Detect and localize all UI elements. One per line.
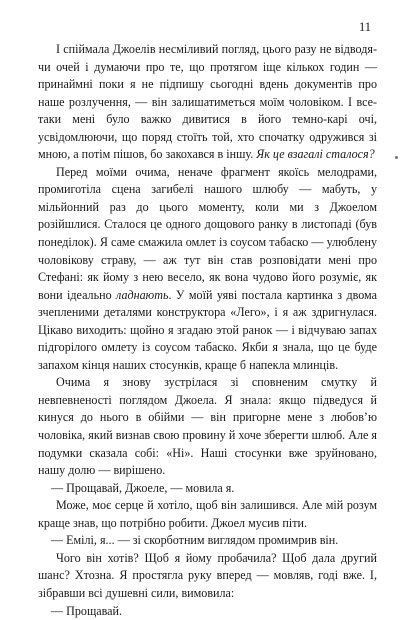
paragraph: [38, 164, 377, 375]
margin-dot: [395, 156, 398, 159]
paragraph: [38, 480, 377, 498]
page-number: 11: [359, 20, 371, 35]
paragraph: [38, 603, 377, 620]
text-segment: . У моїй уяві постала картинка з двома зчепленими деталями конструктора «Лего», і я аж здригнулася. Цікаво виходить: щойно я згадаю этой ранок — і відчуваю запах підгорілого омлету із соусом табаско. Якби я знала, що це буде запахом кінця наших стосунків, краще б напекла млинців.: [38, 288, 377, 372]
italic-text: Як це взагалі сталося?: [256, 147, 374, 161]
paragraph: [38, 532, 377, 550]
text-segment: — Емілі, я... — зі скорботним виглядом промимрив він.: [51, 533, 338, 547]
text-segment: Перед моїми очима, неначе фрагмент якоїсь мелодрами, промиготіла сцена загибелі нашого шлюбу — мабуть, у мільйонний раз до цього моменту, коли ми з Джоелом розійшлися. Сталося це одного дощового ранку в листопаді (був понеділок). Я саме смажила омлет із соусом табаско — улюблену чоловікову страву, — аж тут він став розповідати мені про Стефані: як йому з нею весело, як вона чудово його розуміє, як вони ідеально: [38, 165, 377, 302]
paragraph: [38, 374, 377, 479]
paragraph: [38, 497, 377, 532]
text-segment: Чого він хотів? Щоб я йому пробачила? Щоб дала другий шанс? Хтозна. Я простягла руку вперед — мовляв, годі вже. І, зібравши всі душевні сили, вимовила:: [38, 551, 377, 600]
paragraph: [38, 550, 377, 603]
text-segment: — Прощавай.: [51, 604, 122, 618]
text-segment: І спіймала Джоелів несміливий погляд, цього разу не відводя-чи очей і думаючи про те, що протягом іще кількох годин — принаймні поки я не підпишу сьогодні вдень документів про наше розлучення, — він залишатиметься моїм чоловіком. І все-таки мені було важко дивитися в його темно-карі очі, усвідомлюючи, що поряд стоїть той, хто спочатку одружився зі мною, а потім пішов, бо закохався в іншу.: [38, 42, 377, 161]
text-segment: Може, моє серце й хотіло, щоб він залишився. Але мій розум краще знав, що потрібно робити. Джоел мусив піти.: [38, 498, 377, 530]
text-segment: Очима я знову зустрілася зі сповненим смутку й невпевненості поглядом Джоела. Я знала: якщо підведуся й кинуся до нього в обійми — він пригорне мене з любов’ю чоловіка, який визнав свою провину й хоче зберегти шлюб. Але я подумки сказала собі: «Ні». Наші стосунки вже зруйновано, нашу долю — вирішено.: [38, 375, 377, 477]
paragraph: [38, 41, 377, 164]
italic-text: ладнають: [116, 288, 168, 302]
body-text: [38, 41, 377, 620]
text-segment: — Прощавай, Джоеле, — мовила я.: [51, 481, 234, 495]
